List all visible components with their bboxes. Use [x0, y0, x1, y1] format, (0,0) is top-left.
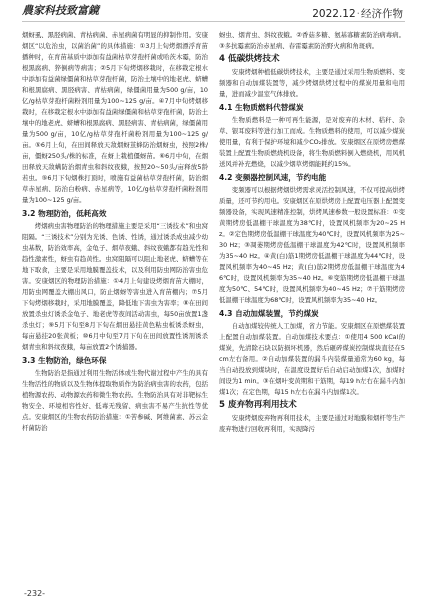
- paragraph: 生物质燃料是一种可再生能源，是对废弃的木材、秸秆、杂草、银耳废料等进行加工而成。生物质燃料的使用，可以减少煤炭使用量，有利于保护环境和减少CO₂排放。安康烟区在原烤房燃煤装置上配置生物质燃烧机设备，将生物质燃料倒入燃烧机，用风机送风并补充燃烧，以减少烟草烤烟能耗约15%。: [219, 116, 405, 168]
- section-heading: 4.3 自动加煤装置，节约煤炭: [219, 309, 319, 318]
- paragraph: 变频器可以根据烤烟烘烤需求灵活控制风速，不仅可提高烘烤质量，还可节约用电。安康烟区在原烘烤房上配置电压器上配置变频器设备，实现风速精准控制，烘烤风速参数一般设置标准：①变黄期烤房低温棚干球温度为38℃时，设置风机频率为20~25 Hz。②定色期烤房低温棚干球温度为40℃时，设置风机频率为25~30 Hz；③凋萎期烤房低温棚干球温度为42℃时，设置风机频率为35~40 Hz。④黄(白)筋1期烤房低温棚干球温度为44℃时，设置风机频率为40~45 Hz；黄(白)筋2期烤房低温棚干球温度为46℃时，设置风机频率为35~40 Hz。⑥变筋期烤房低温棚干球温度为50℃、54℃时，设置风机频率为40~45 Hz；⑦干筋期烤房低温棚干球温度为68℃时，设置风机频率为35~40 Hz。: [219, 186, 405, 304]
- paragraph: 蚜虫、烟青虫、斜纹夜蛾。②香菇多糖、氨基寡糖素防治病毒病。③多抗霉素防治赤星病、春雷霉素防治野火病和角斑病。: [219, 31, 405, 50]
- journal-logo: 農家科技致富鏡: [22, 4, 99, 17]
- section-heading: 4.1 生物质燃料代替煤炭: [219, 103, 304, 112]
- left-column: [22, 30, 208, 586]
- section-heading: 3.2 物理防治，低耗高效: [22, 209, 107, 218]
- right-column: [219, 30, 405, 586]
- section-heading: 4 低碳烘烤技术: [219, 54, 280, 64]
- header-rule: [22, 21, 405, 22]
- paragraph: 生物防治是指通过利用生物活体或生物代谢过程中产生的具有生物活性的物质以及生物体提取物质作为防治病虫害的农药，包括植物源农药、动物源农药和微生物农药。生物防治具有对非靶标生物安全、环境相容性好、低毒无残留、病虫害不易产生抗性等优点。安康烟区的生物农药防治措施：①苦参碱、阿维菌素、苏云金杆菌防治: [22, 369, 208, 432]
- page-header: [0, 0, 427, 22]
- section-heading: 3.3 生物防治，绿色环保: [22, 356, 107, 365]
- section-heading: 4.2 变频器控制风速，节约电能: [219, 173, 327, 182]
- paragraph: 烤烟病虫害物理防治的物理措施主要是采用“三诱技术”和虫窝阻隔。“三诱技术”分别为光诱、色诱、性诱，通过诱杀成虫减少幼虫基数，防治效率高，金龟子、烟草夜蛾、斜纹夜蛾都有趋光性和趋性激素性，蚜虫有趋黄性。虫窝阻隔可以阻止地老虎、蛴螬等在地下取食，主要是采用地膜覆盖技术，以及利用防虫网防治害虫危害。安康烟区的物理防治措施：①4月上旬建设烤烟育苗大棚时，用防虫网覆盖大棚出风口，防止烟蚜等害虫进入育苗棚内；⑦5月下旬烤烟移栽时，采用地膜覆盖，降低地下害虫为害率；⑧在田间放置杀虫灯诱杀金龟子、地老虎等夜间活动害虫，每50亩放置1盏杀虫灯；⑨5月下旬至8月下旬在烟田悬挂黄色粘虫板诱杀蚜虫，每亩悬挂20张黄板；⑩6月中旬至7月下旬在田间放置性诱剂诱杀烟青虫和斜纹夜蛾，每亩放置2个诱捕器。: [22, 222, 208, 351]
- paragraph: 安康烤烟种植低碳烘烤技术，主要是通过采用生物质燃料、变频器和自动加煤装置等，减少烤烟烘烤过程中的煤炭用量和电用量，进而减少温室气体排放。: [219, 68, 405, 98]
- issue-number: 2022.12: [312, 8, 356, 20]
- page-number: -232-: [24, 589, 46, 598]
- paragraph: 安康烤烟废弃物再利用技术，主要是通过对地膜和烟杆等生产废弃物进行回收再利用，实现降污: [219, 414, 405, 433]
- paragraph: 烟蚜虱、黑胫病菌、青枯病菌、赤星病菌有明显的抑制作用。安康烟区“以危治虫，以菌治菌”的具体措施：①3月上旬烤烟漂浮育苗播种时，在育苗基质中添加有益菌枯草芽孢杆菌或哈茨木霉，防治根黑腐病、猝倒病等病害；②5月下旬烤烟移栽时，在移栽定根水中添加有益菌绿僵菌和枯草芽孢杆菌，防治土壤中的地老虎、蛴螬和根黑腐病、黑胫病害、青枯病菌，绿僵菌用量为500 g/亩，10亿/g枯草芽孢杆菌粉剂用量为100~125 g/亩。④7月中旬烤烟移栽时，在移栽定根水中添加有益菌绿僵菌和枯草芽孢杆菌，防治土壤中的地老虎、蛴螬和根黑腐病、黑胫病害、青枯病菌，绿僵菌用量为500 g/亩，10亿/g枯草芽孢杆菌粉剂用量为100~125 g/亩。⑤6月上旬，在田间释放天敌烟蚜茧蜂防治烟蚜虫，按照2株/亩，僵蚜250头/株的标准，在蚜上栽植僵蚜苗。⑥6月中旬，在烟田释放天敌螨防治烟青虫和斜纹夜蛾，按照20~50头/亩释放5龄若虫。⑤6月下旬烟株打顶时，喷施有益菌枯草芽孢杆菌，防治烟草赤星病、防治白粉病、赤星病等，10亿/g枯草芽孢杆菌粉剂用量为100~125 g/亩。: [22, 31, 208, 204]
- section-name: 经济作物: [361, 8, 403, 20]
- issue-info: 2022.12·经济作物: [312, 8, 403, 20]
- paragraph: 自动加煤较传统人工加煤，省力节能。安康烟区在原燃煤装置上配置自动加煤装置。自动加煤技术要点：①使用4 500 kCal的煤炭，先清除石块以防损坏机器，然后砸碎煤炭控制煤块直径在5 cm左右备用。②自动加煤装置的漏斗内装煤量通常为60 kg，每当自动投放到煤块时，在温度设置好后自动启动加煤1次，加煤时间设为1 min。③在烟叶变黄期和干筋期，每19 h左右在漏斗内加煤1次；在定色期，每15 h左右在漏斗内加煤1次。: [219, 322, 405, 396]
- section-heading: 5 废弃物再利用技术: [219, 400, 297, 410]
